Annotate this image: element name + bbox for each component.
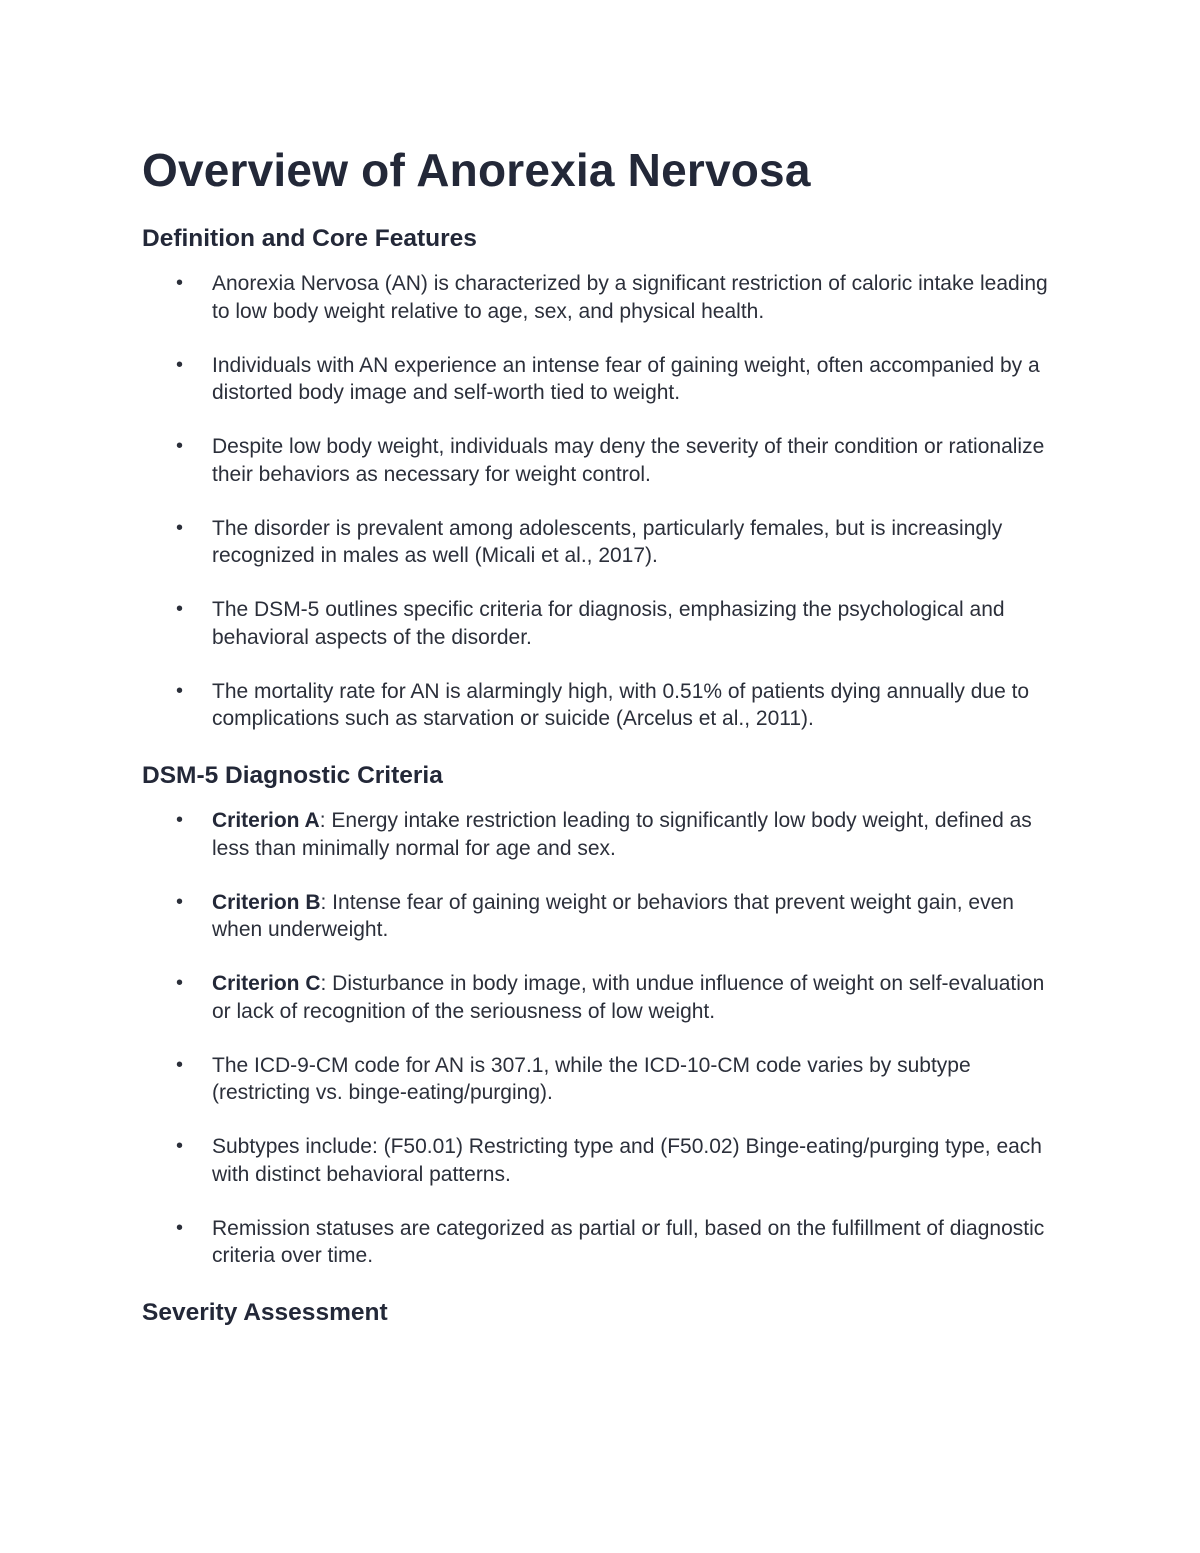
bullet-icon: • (176, 679, 184, 702)
list-item-text: The ICD-9-CM code for AN is 307.1, while the ICD-10-CM code varies by subtype (restricting vs. binge-eating/purging). (212, 1053, 971, 1104)
list-item-text: The disorder is prevalent among adolescents, particularly females, but is increasingly recognized in males as well (Micali et al., 2017). (212, 516, 1003, 567)
criterion-text: : Intense fear of gaining weight or behaviors that prevent weight gain, even when underweight. (212, 890, 1014, 941)
bullet-icon: • (176, 1053, 184, 1076)
bullet-icon: • (176, 353, 184, 376)
section-heading-severity: Severity Assessment (142, 1299, 388, 1326)
list-item-text: Remission statuses are categorized as partial or full, based on the fulfillment of diagnostic criteria over time. (212, 1216, 1045, 1267)
list-item (142, 678, 1064, 733)
criterion-text: : Energy intake restriction leading to significantly low body weight, defined as less than minimally normal for age and sex. (212, 809, 1032, 860)
list-item (142, 270, 1064, 325)
criterion-text: : Disturbance in body image, with undue influence of weight on self-evaluation or lack of recognition of the seriousness of low weight. (212, 972, 1045, 1023)
definition-list (142, 270, 1064, 733)
bullet-icon: • (176, 809, 184, 831)
list-item (142, 889, 1064, 944)
bullet-icon: • (176, 1216, 184, 1239)
dsm5-criteria-list (142, 807, 1064, 1270)
section-heading-dsm5: DSM-5 Diagnostic Criteria (142, 762, 443, 789)
section-heading-definition: Definition and Core Features (142, 225, 477, 252)
list-item (142, 433, 1064, 488)
list-item (142, 1133, 1064, 1188)
list-item-text: The mortality rate for AN is alarmingly high, with 0.51% of patients dying annually due to complications such as starvation or suicide (Arcelus et al., 2011). (212, 679, 1030, 730)
list-item (142, 1052, 1064, 1107)
criterion-label: Criterion B (212, 890, 321, 914)
list-item (142, 515, 1064, 570)
list-item (142, 970, 1064, 1025)
list-item (142, 807, 1064, 862)
list-item (142, 1215, 1064, 1270)
bullet-icon: • (176, 435, 184, 457)
list-item-text: Individuals with AN experience an intense fear of gaining weight, often accompanied by a distorted body image and self-worth tied to weight. (212, 353, 1040, 404)
list-item-text (212, 970, 1062, 1025)
list-item-text: Subtypes include: (F50.01) Restricting type and (F50.02) Binge-eating/purging type, each with distinct behavioral patterns. (212, 1135, 1042, 1186)
bullet-icon: • (176, 972, 184, 994)
list-item-text (212, 889, 1062, 944)
bullet-icon: • (176, 890, 184, 913)
bullet-icon: • (176, 598, 184, 620)
bullet-icon: • (176, 1135, 184, 1157)
list-item-text: Despite low body weight, individuals may deny the severity of their condition or rationalize their behaviors as necessary for weight control. (212, 435, 1045, 486)
list-item-text (212, 807, 1062, 862)
list-item (142, 352, 1064, 407)
list-item-text: The DSM-5 outlines specific criteria for diagnosis, emphasizing the psychological and behavioral aspects of the disorder. (212, 598, 1005, 649)
list-item (142, 596, 1064, 651)
list-item-text: Anorexia Nervosa (AN) is characterized by a significant restriction of caloric intake leading to low body weight relative to age, sex, and physical health. (212, 272, 1048, 323)
bullet-icon: • (176, 516, 184, 539)
bullet-icon: • (176, 272, 184, 294)
document-title: Overview of Anorexia Nervosa (142, 144, 811, 196)
criterion-label: Criterion A (212, 809, 320, 832)
criterion-label: Criterion C (212, 972, 321, 995)
